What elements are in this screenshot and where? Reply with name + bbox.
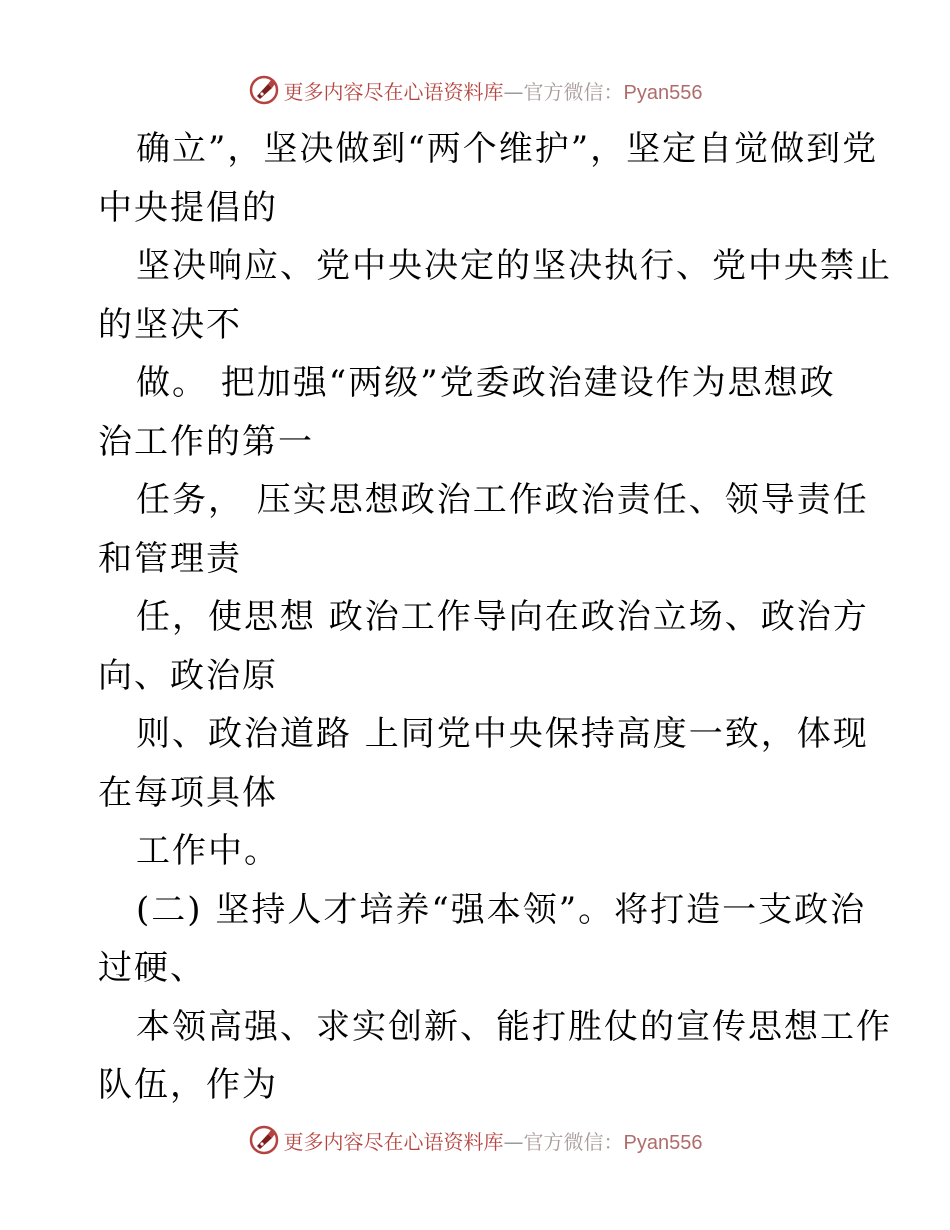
header-banner [0, 70, 950, 110]
banner-account: Pyan556 [623, 1131, 703, 1154]
document-body [98, 120, 892, 1115]
banner-wechat-label: 官方微信： [523, 79, 624, 104]
text-line: 和管理责 [98, 538, 242, 579]
banner-main-text: 更多内容尽在心语资料库 [283, 79, 504, 104]
text-line: 做。 把加强“两级”党委政治建设作为思想政 [136, 363, 836, 403]
text-line: 工作中。 [136, 831, 280, 871]
banner-wechat-label: 官方微信： [523, 1129, 624, 1154]
banner-separator: — [503, 1129, 524, 1154]
text-line: 任，使思想 政治工作导向在政治立场、政治方 [136, 597, 869, 637]
text-line: 坚决响应、党中央决定的坚决执行、党中央禁止 [136, 246, 892, 286]
banner-text [284, 1126, 703, 1155]
text-line: (二) 坚持人才培养“强本领”。将打造一支政治 [136, 889, 867, 930]
banner-text [284, 76, 703, 105]
pen-nib-logo-icon [248, 1124, 280, 1156]
text-line: 的坚决不 [98, 304, 242, 345]
banner-account: Pyan556 [623, 81, 703, 104]
text-line: 在每项具体 [98, 772, 278, 813]
text-line: 则、政治道路 上同党中央保持高度一致，体现 [136, 714, 869, 754]
text-line: 本领高强、求实创新、能打胜仗的宣传思想工作 [136, 1006, 892, 1047]
text-line: 过硬、 [98, 948, 206, 988]
footer-banner [0, 1120, 950, 1160]
text-line: 向、政治原 [98, 655, 278, 696]
pen-nib-logo-icon [248, 74, 280, 106]
text-line: 队伍，作为 [98, 1065, 278, 1105]
banner-separator: — [503, 79, 524, 104]
banner-main-text: 更多内容尽在心语资料库 [283, 1129, 504, 1154]
text-line: 任务， 压实思想政治工作政治责任、领导责任 [136, 480, 869, 520]
text-line: 确立”，坚决做到“两个维护”，坚定自觉做到党 [136, 129, 879, 169]
text-line: 中央提倡的 [98, 187, 278, 228]
text-line: 治工作的第一 [98, 421, 314, 462]
